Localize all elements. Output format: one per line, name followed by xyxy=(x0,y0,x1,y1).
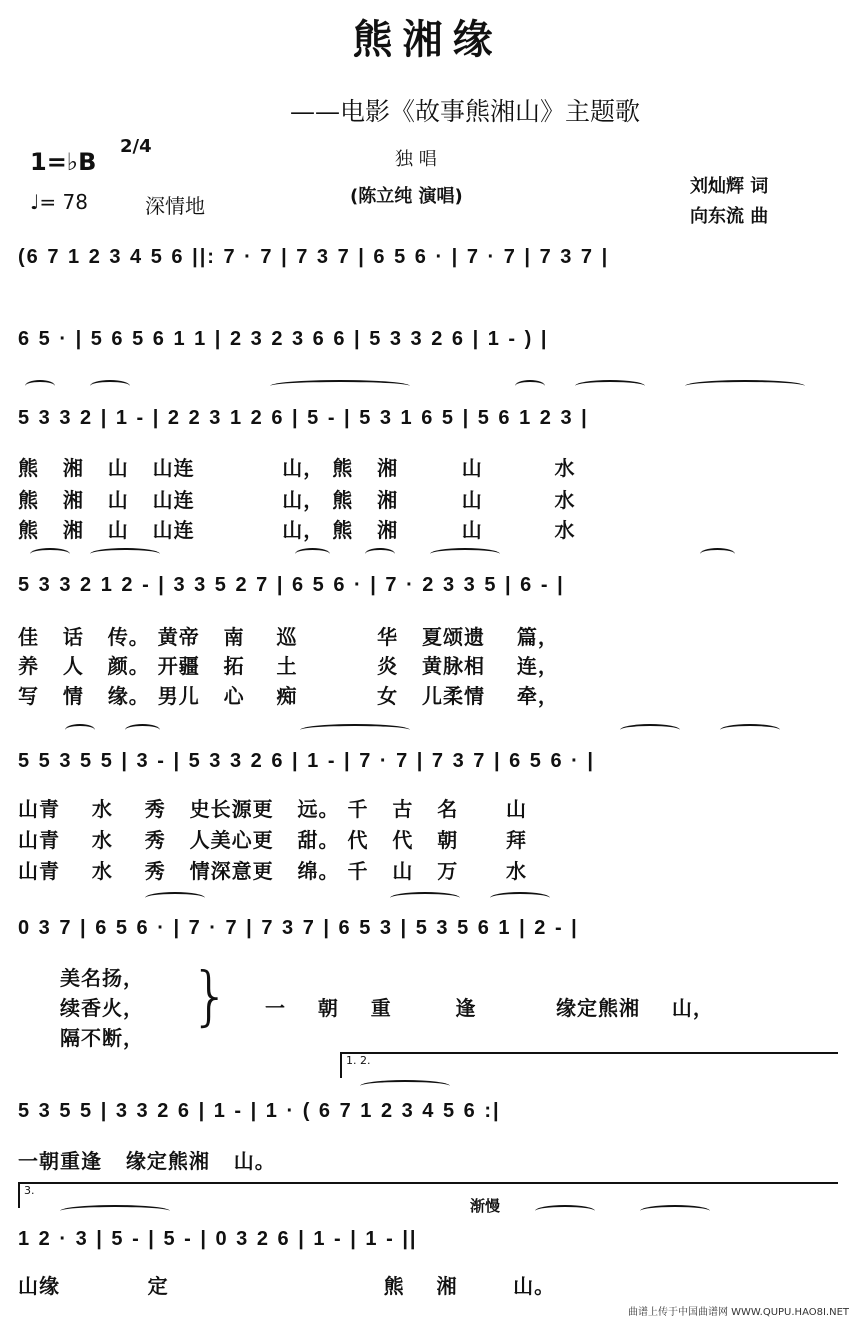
score-line-2: 6 5 · | 5 6 5 6 1 1 | 2 3 2 3 6 6 | 5 3 3 2 6 | 1 - ) | xyxy=(18,328,549,350)
expression-marking: 深情地 xyxy=(145,194,205,218)
lyric-line-3-verse-3: 熊 湘 山 山连 山， 熊 湘 山 水 xyxy=(18,518,576,542)
lyric-line-5-verse-2: 山青 水 秀 人美心更 甜。 代 代 朝 拜 xyxy=(18,828,527,852)
lyric-line-7: 一朝重逢 缘定熊湘 山。 xyxy=(18,1149,276,1173)
score-line-3: 5 3 3 2 | 1 - | 2 2 3 1 2 6 | 5 - | 5 3 1 6 5 | 5 6 1 2 3 | xyxy=(18,407,589,429)
slur-arc xyxy=(490,892,550,904)
slur-arc xyxy=(25,380,55,392)
slur-arc xyxy=(640,1205,710,1217)
lyric-line-6-refrain: 一 朝 重 逢 缘定熊湘 山， xyxy=(265,996,714,1020)
lyric-line-8: 山缘 定 熊 湘 山。 xyxy=(18,1274,556,1298)
slur-arc xyxy=(365,548,395,560)
slur-arc xyxy=(720,724,780,736)
slur-arc xyxy=(300,724,410,736)
slur-arc xyxy=(270,380,410,392)
lyric-line-4-verse-1: 佳 话 传。 黄帝 南 巡 华 夏颂遗 篇， xyxy=(18,625,559,649)
volta-bracket-1-2: 1. 2. xyxy=(340,1052,838,1078)
slur-arc xyxy=(90,380,130,392)
slur-arc xyxy=(390,892,460,904)
slur-arc xyxy=(430,548,500,560)
slur-arc xyxy=(145,892,205,904)
slur-arc xyxy=(700,548,735,560)
score-line-8: 1 2 · 3 | 5 - | 5 - | 0 3 2 6 | 1 - | 1 - || xyxy=(18,1228,418,1250)
slur-arc xyxy=(60,1205,170,1217)
lyric-line-6-verse-1: 美名扬， xyxy=(60,966,144,990)
tempo-marking: ♩= 78 xyxy=(30,190,88,214)
performance-type: 独 唱 xyxy=(395,149,437,170)
lyric-line-4-verse-2: 养 人 颜。 开疆 拓 土 炎 黄脉相 连， xyxy=(18,654,559,678)
slur-arc xyxy=(360,1080,450,1092)
singer-credit: (陈立纯 演唱) xyxy=(350,186,463,207)
lyric-line-5-verse-3: 山青 水 秀 情深意更 绵。 千 山 万 水 xyxy=(18,859,527,883)
slur-arc xyxy=(685,380,805,392)
lyric-line-3-verse-1: 熊 湘 山 山连 山， 熊 湘 山 水 xyxy=(18,456,576,480)
lyric-line-6-verse-3: 隔不断， xyxy=(60,1026,144,1050)
lyric-line-5-verse-1: 山青 水 秀 史长源更 远。 千 古 名 山 xyxy=(18,797,527,821)
slur-arc xyxy=(295,548,330,560)
lyric-line-3-verse-2: 熊 湘 山 山连 山， 熊 湘 山 水 xyxy=(18,488,576,512)
lyricist-credit: 刘灿辉 词 xyxy=(690,176,769,197)
slur-arc xyxy=(535,1205,595,1217)
song-title: 熊湘缘 xyxy=(352,17,503,63)
volta-bracket-3: 3. xyxy=(18,1182,838,1208)
brace-glyph: } xyxy=(190,960,231,1034)
song-subtitle: ——电影《故事熊湘山》主题歌 xyxy=(290,97,641,126)
slur-arc xyxy=(90,548,160,560)
slur-arc xyxy=(620,724,680,736)
lyric-line-6-verse-2: 续香火， xyxy=(60,996,144,1020)
score-line-6: 0 3 7 | 6 5 6 · | 7 · 7 | 7 3 7 | 6 5 3 | 5 3 5 6 1 | 2 - | xyxy=(18,917,579,939)
slur-arc xyxy=(65,724,95,736)
lyric-line-4-verse-3: 写 情 缘。 男儿 心 痴 女 儿柔情 牵， xyxy=(18,684,559,708)
time-signature: 2/4 xyxy=(120,136,152,157)
ritardando-marking: 渐慢 xyxy=(470,1197,501,1215)
composer-credit: 向东流 曲 xyxy=(690,206,769,227)
score-line-4: 5 3 3 2 1 2 - | 3 3 5 2 7 | 6 5 6 · | 7 · 2 3 3 5 | 6 - | xyxy=(18,574,565,596)
slur-arc xyxy=(515,380,545,392)
site-credit: 曲谱上传于中国曲谱网 WWW.QUPU.HAO8I.NET xyxy=(627,1307,849,1318)
slur-arc xyxy=(125,724,160,736)
key-signature: 1=♭B xyxy=(30,148,97,176)
slur-arc xyxy=(30,548,70,560)
slur-arc xyxy=(575,380,645,392)
score-line-7: 5 3 5 5 | 3 3 2 6 | 1 - | 1 · ( 6 7 1 2 3 4 5 6 :| xyxy=(18,1100,501,1122)
score-line-5: 5 5 3 5 5 | 3 - | 5 3 3 2 6 | 1 - | 7 · 7 | 7 3 7 | 6 5 6 · | xyxy=(18,750,595,772)
score-line-1: (6 7 1 2 3 4 5 6 ||: 7 · 7 | 7 3 7 | 6 5 6 · | 7 · 7 | 7 3 7 | xyxy=(18,246,610,268)
